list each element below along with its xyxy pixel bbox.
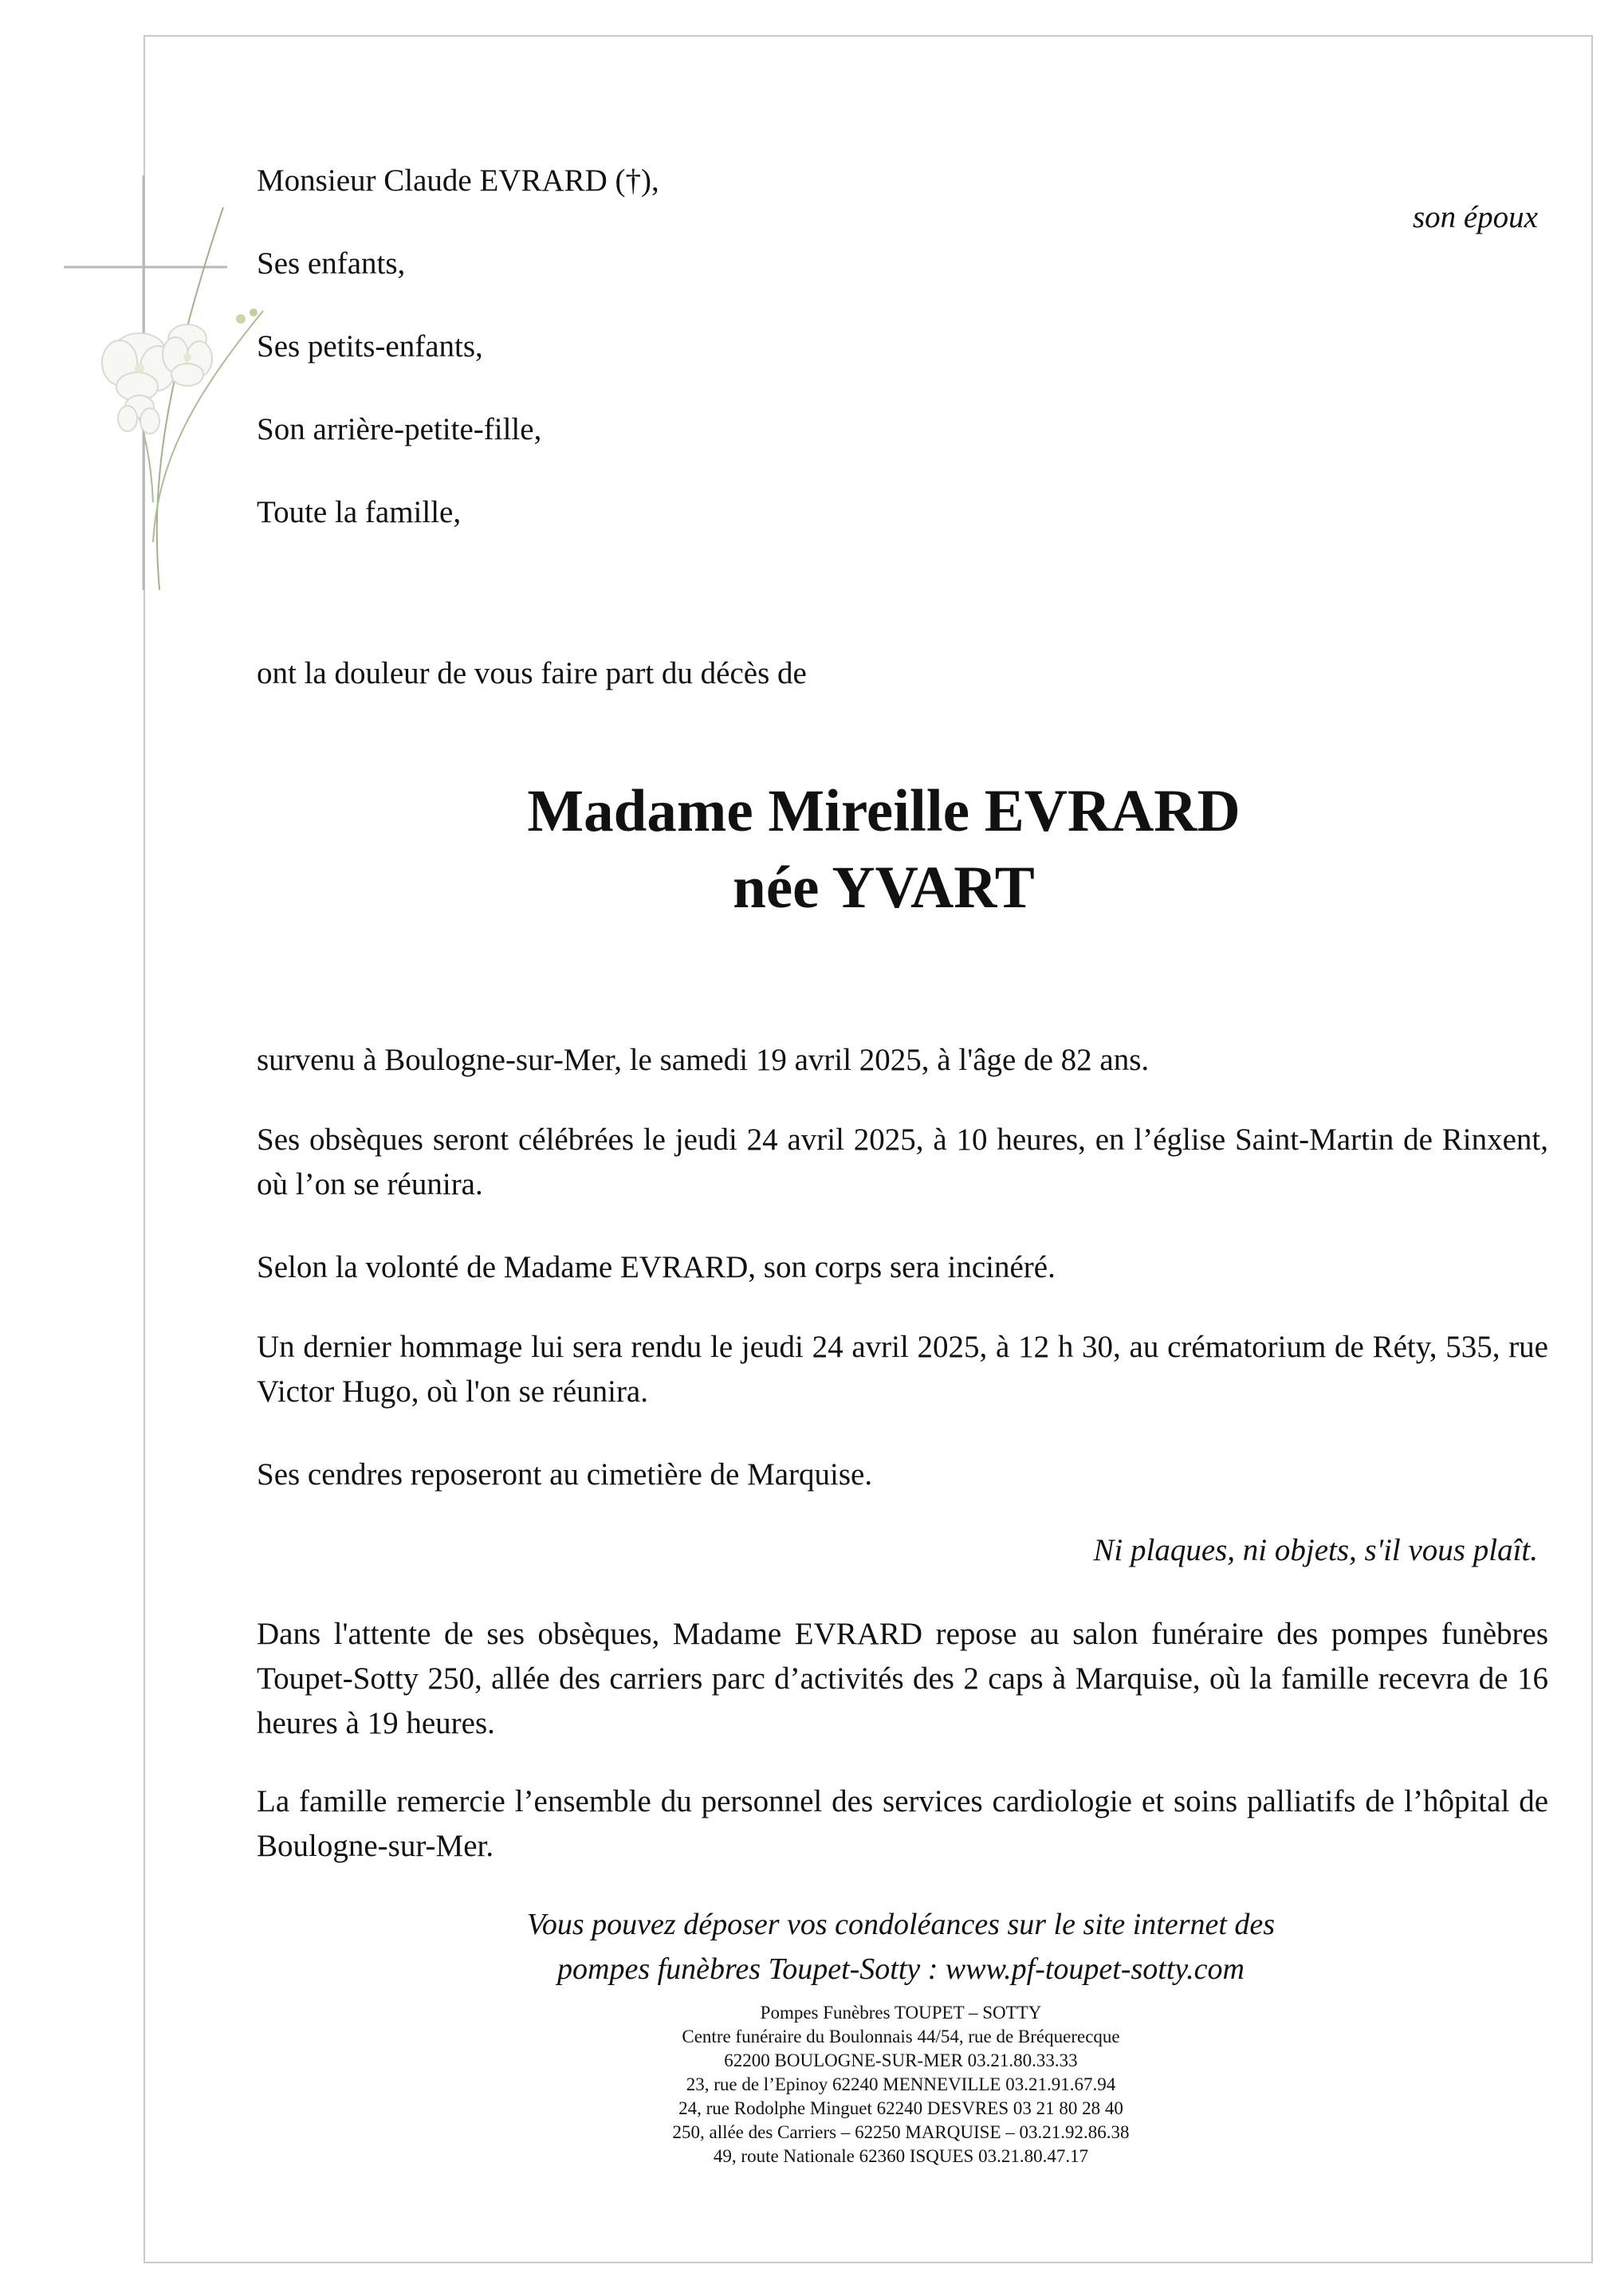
- funeral-details: Ses obsèques seront célébrées le jeudi 24 avril 2025, à 10 heures, en l’église Saint-Martin de Rinxent, où l’on se réunira.: [257, 1122, 1548, 1201]
- footer-line: 23, rue de l’Epinoy 62240 MENNEVILLE 03.21.91.67.94: [686, 2074, 1116, 2094]
- thanks-note: La famille remercie l’ensemble du personnel des services cardiologie et soins palliatifs de l’hôpital de Boulogne-sur-Mer.: [257, 1784, 1548, 1863]
- condolences-line-2: pompes funèbres Toupet-Sotty : www.pf-toupet-sotty.com: [557, 1952, 1245, 1986]
- footer-line: Pompes Funèbres TOUPET – SOTTY: [760, 2003, 1042, 2023]
- family-line-great-granddaughter: Son arrière-petite-fille,: [257, 412, 542, 446]
- footer-line: Centre funéraire du Boulonnais 44/54, rue de Bréquerecque: [682, 2027, 1120, 2046]
- announcement-intro: ont la douleur de vous faire part du décès de: [257, 656, 807, 690]
- ashes-note: Ses cendres reposeront au cimetière de Marquise.: [257, 1457, 873, 1492]
- footer-line: 250, allée des Carriers – 62250 MARQUISE – 03.21.92.86.38: [672, 2122, 1130, 2142]
- cremation-note: Selon la volonté de Madame EVRARD, son corps sera incinéré.: [257, 1250, 1056, 1284]
- footer-line: 62200 BOULOGNE-SUR-MER 03.21.80.33.33: [724, 2050, 1078, 2070]
- spouse-note: son époux: [1412, 200, 1538, 234]
- cross-orchid-icon: [64, 159, 271, 606]
- footer-line: 49, route Nationale 62360 ISQUES 03.21.80.47.17: [713, 2146, 1089, 2166]
- death-details: survenu à Boulogne-sur-Mer, le samedi 19 avril 2025, à l'âge de 82 ans.: [257, 1043, 1150, 1077]
- family-line-children: Ses enfants,: [257, 246, 406, 281]
- family-line-family: Toute la famille,: [257, 495, 462, 529]
- tribute-details: Un dernier hommage lui sera rendu le jeudi 24 avril 2025, à 12 h 30, au crématorium de Réty, 535, rue Victor Hugo, où l'on se réunira.: [257, 1330, 1548, 1409]
- condolences-line-1: Vous pouvez déposer vos condoléances sur le site internet des: [526, 1908, 1276, 1941]
- deceased-name: Madame Mireille EVRARD: [527, 778, 1241, 844]
- deceased-maiden-name: née YVART: [733, 855, 1035, 921]
- family-line-spouse: Monsieur Claude EVRARD (†),: [257, 163, 659, 198]
- no-flowers-note: Ni plaques, ni objets, s'il vous plaît.: [1093, 1533, 1538, 1567]
- family-line-grandchildren: Ses petits-enfants,: [257, 329, 483, 364]
- funeral-home-footer: [0, 2001, 1624, 2168]
- visitation-details: Dans l'attente de ses obsèques, Madame EVRARD repose au salon funéraire des pompes funèbres Toupet-Sotty 250, allée des carriers parc d’activités des 2 caps à Marquise, où la famille recevra de 16 heures à 19 heures.: [257, 1617, 1548, 1740]
- footer-line: 24, rue Rodolphe Minguet 62240 DESVRES 03 21 80 28 40: [678, 2098, 1123, 2118]
